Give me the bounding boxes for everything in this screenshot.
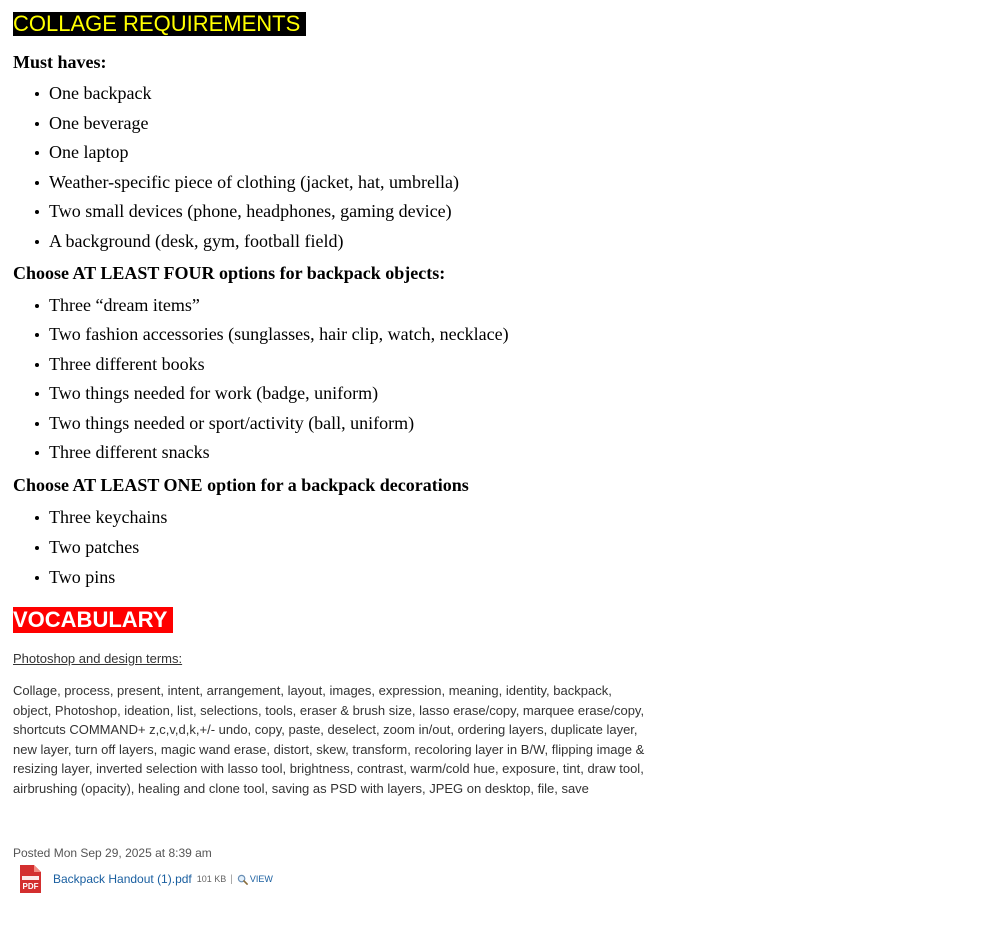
list-item: One beverage — [13, 112, 459, 142]
view-label: VIEW — [249, 874, 273, 884]
vocabulary-subtitle: Photoshop and design terms: — [13, 651, 183, 666]
vocabulary-terms: Collage, process, present, intent, arrangement, layout, images, expression, meaning, identity, backpack, object, Photoshop, ideation, list, selections, tools, eraser & brush size, lasso erase/copy, marquee erase/copy, shortcuts COMMAND+ z,c,v,d,k,+/- undo, copy, paste, deselect, zoom in/out, ordering layers, duplicate layer, new layer, turn off layers, magic wand erase, distort, skew, transform, recoloring layer in B/W, flipping image & resizing layer, inverted selection with lasso tool, brightness, contrast, warm/cold hue, exposure, tint, draw tool, airbrushing (opacity), healing and clone tool, saving as PSD with layers, JPEG on desktop, file, save — [13, 683, 645, 796]
list-item: Two small devices (phone, headphones, gaming device) — [13, 200, 459, 230]
list-item: Three keychains — [13, 506, 167, 536]
attachment — [17, 864, 273, 894]
must-haves-heading: Must haves: — [13, 52, 107, 72]
list-item: One laptop — [13, 141, 459, 171]
backpack-decorations-list — [13, 506, 167, 596]
list-item: Weather-specific piece of clothing (jacket, hat, umbrella) — [13, 171, 459, 201]
list-item: Two pins — [13, 566, 167, 596]
pdf-file-icon[interactable] — [17, 864, 43, 894]
must-haves-list — [13, 82, 459, 260]
magnifier-icon — [237, 874, 248, 885]
posted-timestamp: Posted Mon Sep 29, 2025 at 8:39 am — [13, 846, 212, 860]
list-item: Two things needed or sport/activity (ball, uniform) — [13, 412, 509, 441]
list-item: Three different books — [13, 353, 509, 382]
list-item: A background (desk, gym, football field) — [13, 230, 459, 260]
attachment-size: 101 KB — [196, 874, 227, 884]
list-item: Two fashion accessories (sunglasses, hair clip, watch, necklace) — [13, 323, 509, 352]
vocabulary-banner: VOCABULARY — [13, 607, 173, 633]
collage-requirements-banner: COLLAGE REQUIREMENTS — [13, 12, 306, 36]
list-item: Two things needed for work (badge, uniform) — [13, 382, 509, 411]
backpack-decorations-heading: Choose AT LEAST ONE option for a backpack decorations — [13, 475, 469, 495]
list-item: Three “dream items” — [13, 294, 509, 323]
list-item: One backpack — [13, 82, 459, 112]
list-item: Two patches — [13, 536, 167, 566]
attachment-separator: | — [230, 873, 233, 885]
pdf-icon-label: PDF — [22, 882, 39, 891]
list-item: Three different snacks — [13, 441, 509, 470]
backpack-objects-list — [13, 294, 509, 470]
view-button[interactable] — [237, 874, 273, 885]
backpack-objects-heading: Choose AT LEAST FOUR options for backpack objects: — [13, 263, 446, 283]
attachment-link[interactable]: Backpack Handout (1).pdf — [53, 872, 192, 886]
